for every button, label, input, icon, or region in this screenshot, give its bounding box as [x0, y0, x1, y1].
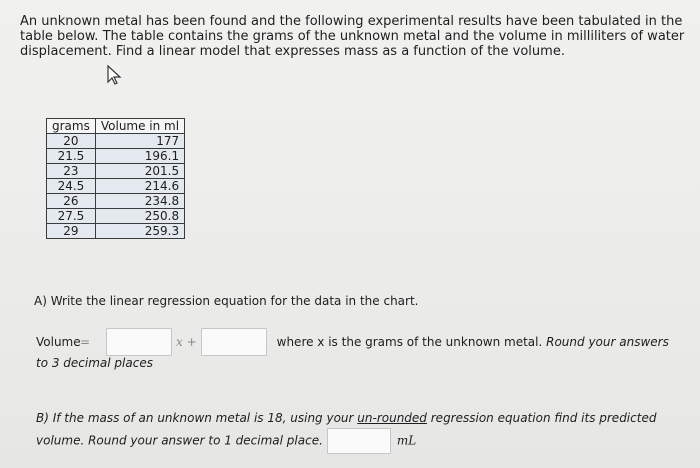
grams-cell: 20: [47, 134, 96, 149]
part-a-question: A) Write the linear regression equation for the data in the chart.: [34, 294, 419, 308]
problem-statement: An unknown metal has been found and the following experimental results have been tabulated in the table below. The table contains the grams of the unknown metal and the volume in milliliters of water displacement. Find a linear model that expresses mass as a function of the volume.: [20, 14, 685, 59]
volume-cell: 214.6: [95, 179, 184, 194]
grams-cell: 27.5: [47, 209, 96, 224]
table-row: [47, 164, 185, 179]
volume-cell: 250.8: [95, 209, 184, 224]
part-b-text-3: volume. Round your answer to 1 decimal place.: [36, 433, 323, 448]
grams-cell: 24.5: [47, 179, 96, 194]
part-b-question: [36, 408, 656, 454]
volume-cell: 177: [95, 134, 184, 149]
table-row: [47, 149, 185, 164]
volume-label: Volume: [36, 335, 81, 349]
predicted-volume-input[interactable]: [327, 428, 391, 454]
rounding-instruction: Round your answers: [546, 335, 669, 349]
unit-label: mL: [396, 433, 417, 448]
volume-cell: 196.1: [95, 149, 184, 164]
header-grams: grams: [47, 119, 96, 134]
volume-cell: 234.8: [95, 194, 184, 209]
grams-cell: 23: [47, 164, 96, 179]
volume-cell: 201.5: [95, 164, 184, 179]
data-table: [46, 118, 185, 239]
rounding-note: to 3 decimal places: [36, 356, 153, 370]
part-b-text-1: B) If the mass of an unknown metal is 18, using your: [36, 411, 358, 425]
regression-equation-row: [36, 328, 669, 356]
table-row: [47, 134, 185, 149]
mouse-pointer-icon: [104, 64, 126, 86]
table-row: [47, 179, 185, 194]
grams-cell: 29: [47, 224, 96, 239]
table-header-row: [47, 119, 185, 134]
slope-input[interactable]: [106, 328, 172, 356]
table-row: [47, 194, 185, 209]
volume-cell: 259.3: [95, 224, 184, 239]
variable-description: where x is the grams of the unknown metal.: [276, 335, 547, 349]
equals-sign: =: [80, 335, 91, 349]
x-plus-term: x +: [176, 335, 197, 349]
instructions-text: [277, 335, 669, 349]
grams-cell: 26: [47, 194, 96, 209]
table-row: [47, 209, 185, 224]
grams-cell: 21.5: [47, 149, 96, 164]
header-volume: Volume in ml: [95, 119, 184, 134]
part-b-text-2: regression equation find its predicted: [426, 411, 657, 425]
intercept-input[interactable]: [201, 328, 267, 356]
un-rounded-text: un-rounded: [357, 411, 427, 425]
table-row: [47, 224, 185, 239]
